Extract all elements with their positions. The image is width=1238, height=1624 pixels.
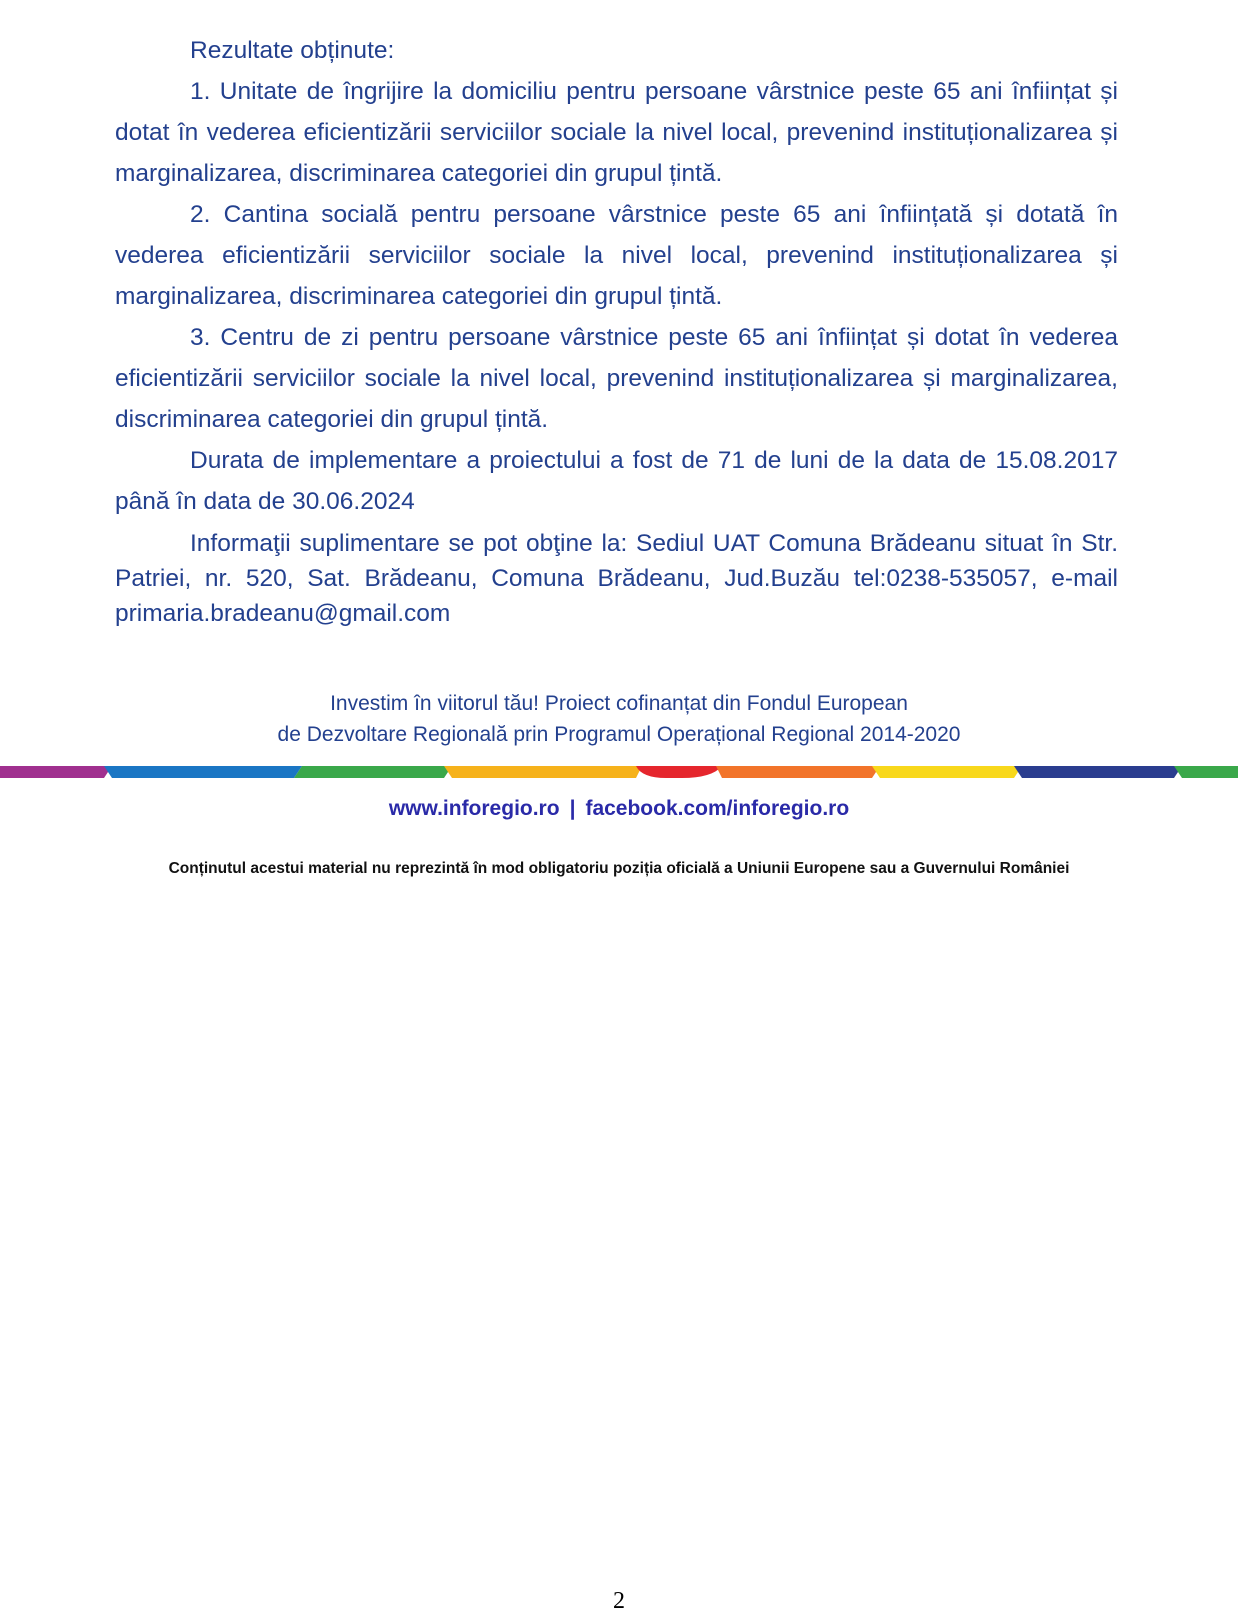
inforegio-facebook-link[interactable]: facebook.com/inforegio.ro bbox=[585, 797, 850, 820]
stripe-segment-navy bbox=[1014, 766, 1182, 778]
result-item-1: 1. Unitate de îngrijire la domiciliu pentru persoane vârstnice peste 65 ani înființat și dotat în vederea eficientizării serviciilor sociale la nivel local, prevenind instituționalizarea și marginalizarea, discriminarea categoriei din grupul țintă. bbox=[115, 78, 1118, 187]
stripe-segment-yellow-orange bbox=[444, 766, 642, 778]
link-separator: | bbox=[569, 797, 576, 820]
contact-paragraph: Informaţii suplimentare se pot obţine la: Sediul UAT Comuna Brădeanu situat în Str. Patriei, nr. 520, Sat. Brădeanu, Comuna Brădeanu, Jud.Buzău tel:0238-535057, e-mail primaria.bradeanu@gmail.com bbox=[115, 530, 1118, 627]
stripe-segment-blue bbox=[104, 766, 302, 778]
footer-slogan bbox=[0, 688, 1238, 750]
stripe-segment-yellow bbox=[872, 766, 1022, 778]
stripe-segment-green-end bbox=[1174, 766, 1238, 778]
disclaimer-text: Conținutul acestui material nu reprezintă în mod obligatoriu poziția oficială a Uniunii Europene sau a Guvernului României bbox=[168, 860, 1070, 877]
footer-links bbox=[0, 797, 1238, 821]
results-heading: Rezultate obținute: bbox=[190, 37, 395, 64]
duration-paragraph: Durata de implementare a proiectului a fost de 71 de luni de la data de 15.08.2017 până în data de 30.06.2024 bbox=[115, 447, 1118, 515]
slogan-line-2: de Dezvoltare Regională prin Programul Operațional Regional 2014-2020 bbox=[277, 723, 961, 746]
page-number: 2 bbox=[613, 1588, 625, 1614]
slogan-line-1: Investim în viitorul tău! Proiect cofinanțat din Fondul European bbox=[330, 692, 908, 715]
stripe-segment-red bbox=[636, 766, 722, 778]
stripe-segment-orange bbox=[716, 766, 880, 778]
inforegio-site-link[interactable]: www.inforegio.ro bbox=[388, 797, 560, 820]
main-text bbox=[115, 30, 1118, 631]
result-item-3: 3. Centru de zi pentru persoane vârstnice peste 65 ani înființat și dotat în vederea eficientizării serviciilor sociale la nivel local, prevenind instituționalizarea și marginalizarea, discriminarea categoriei din grupul țintă. bbox=[115, 324, 1118, 433]
result-item-2: 2. Cantina socială pentru persoane vârstnice peste 65 ani înființată și dotată în vederea eficientizării serviciilor sociale la nivel local, prevenind instituționalizarea și marginalizarea, discriminarea categoriei din grupul țintă. bbox=[115, 201, 1118, 310]
stripe-segment-green bbox=[294, 766, 452, 778]
stripe-segment-purple bbox=[0, 766, 112, 778]
color-stripe bbox=[0, 766, 1238, 778]
